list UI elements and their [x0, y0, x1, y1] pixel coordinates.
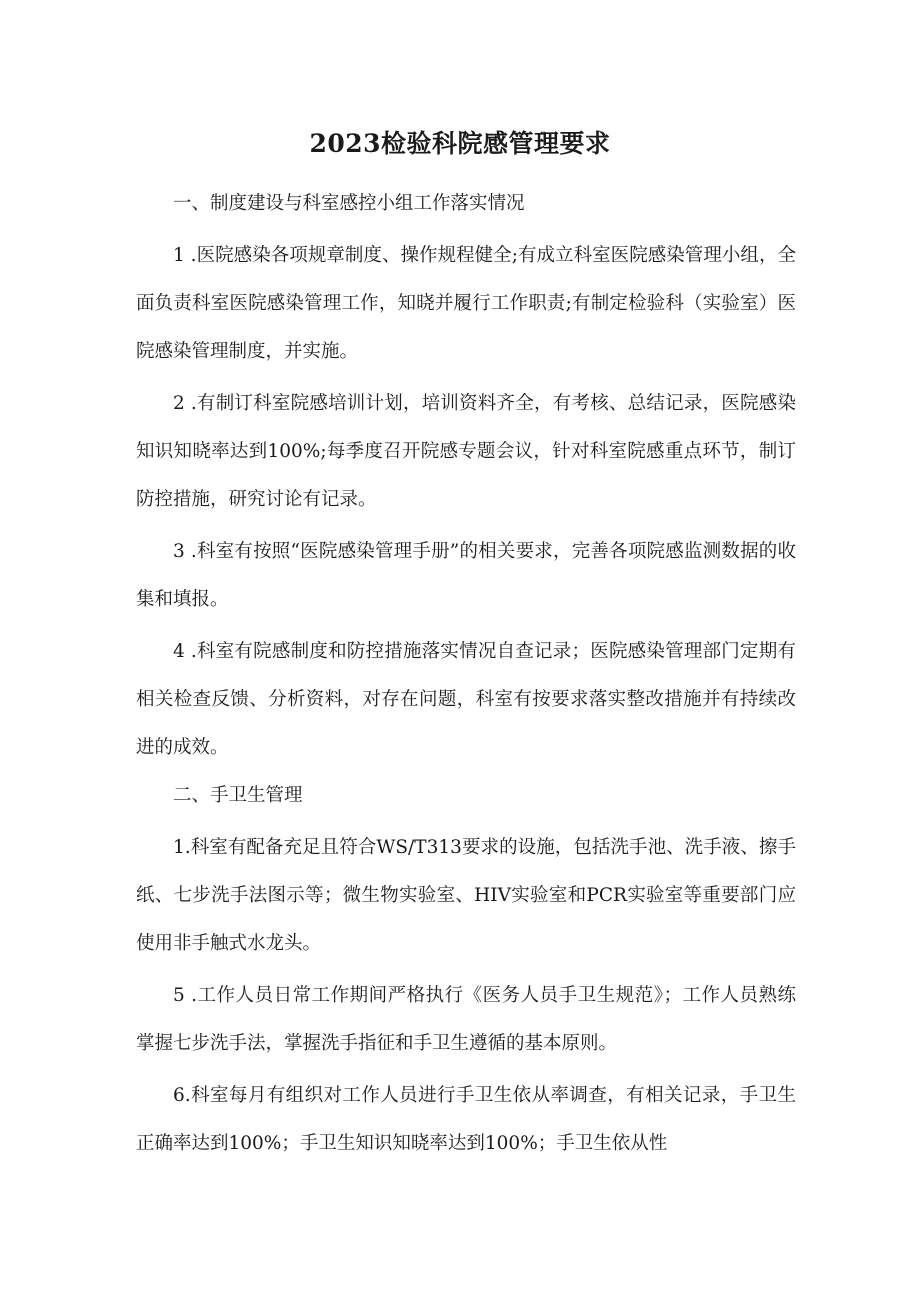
paragraph-2: 2 .有制订科室院感培训计划，培训资料齐全，有考核、总结记录，医院感染知识知晓率达到100%;每季度召开院感专题会议，针对科室院感重点环节，制订防控措施，研究讨论有记录。	[136, 393, 796, 510]
document-body	[136, 180, 796, 1168]
document-title: 2023检验科院感管理要求	[309, 129, 611, 158]
paragraph-6: 5 .工作人员日常工作期间严格执行《医务人员手卫生规范》；工作人员熟练掌握七步洗手法，掌握洗手指征和手卫生遵循的基本原则。	[136, 985, 796, 1054]
paragraph-4: 4 .科室有院感制度和防控措施落实情况自查记录；医院感染管理部门定期有相关检查反馈、分析资料，对存在问题，科室有按要求落实整改措施并有持续改进的成效。	[136, 641, 796, 758]
paragraph-1: 1 .医院感染各项规章制度、操作规程健全;有成立科室医院感染管理小组，全面负责科室医院感染管理工作，知晓并履行工作职责;有制定检验科（实验室）医院感染管理制度，并实施。	[136, 245, 796, 362]
paragraph-7: 6.科室每月有组织对工作人员进行手卫生依从率调查，有相关记录，手卫生正确率达到100%；手卫生知识知晓率达到100%；手卫生依从性	[136, 1085, 796, 1154]
paragraph-3: 3 .科室有按照“医院感染管理手册”的相关要求，完善各项院感监测数据的收集和填报。	[136, 541, 796, 610]
section-heading-1: 一、制度建设与科室感控小组工作落实情况	[173, 193, 525, 214]
section-heading-2: 二、手卫生管理	[173, 785, 303, 806]
paragraph-5: 1.科室有配备充足且符合WS/T313要求的设施，包括洗手池、洗手液、擦手纸、七步洗手法图示等；微生物实验室、HIV实验室和PCR实验室等重要部门应使用非手触式水龙头。	[136, 837, 796, 954]
